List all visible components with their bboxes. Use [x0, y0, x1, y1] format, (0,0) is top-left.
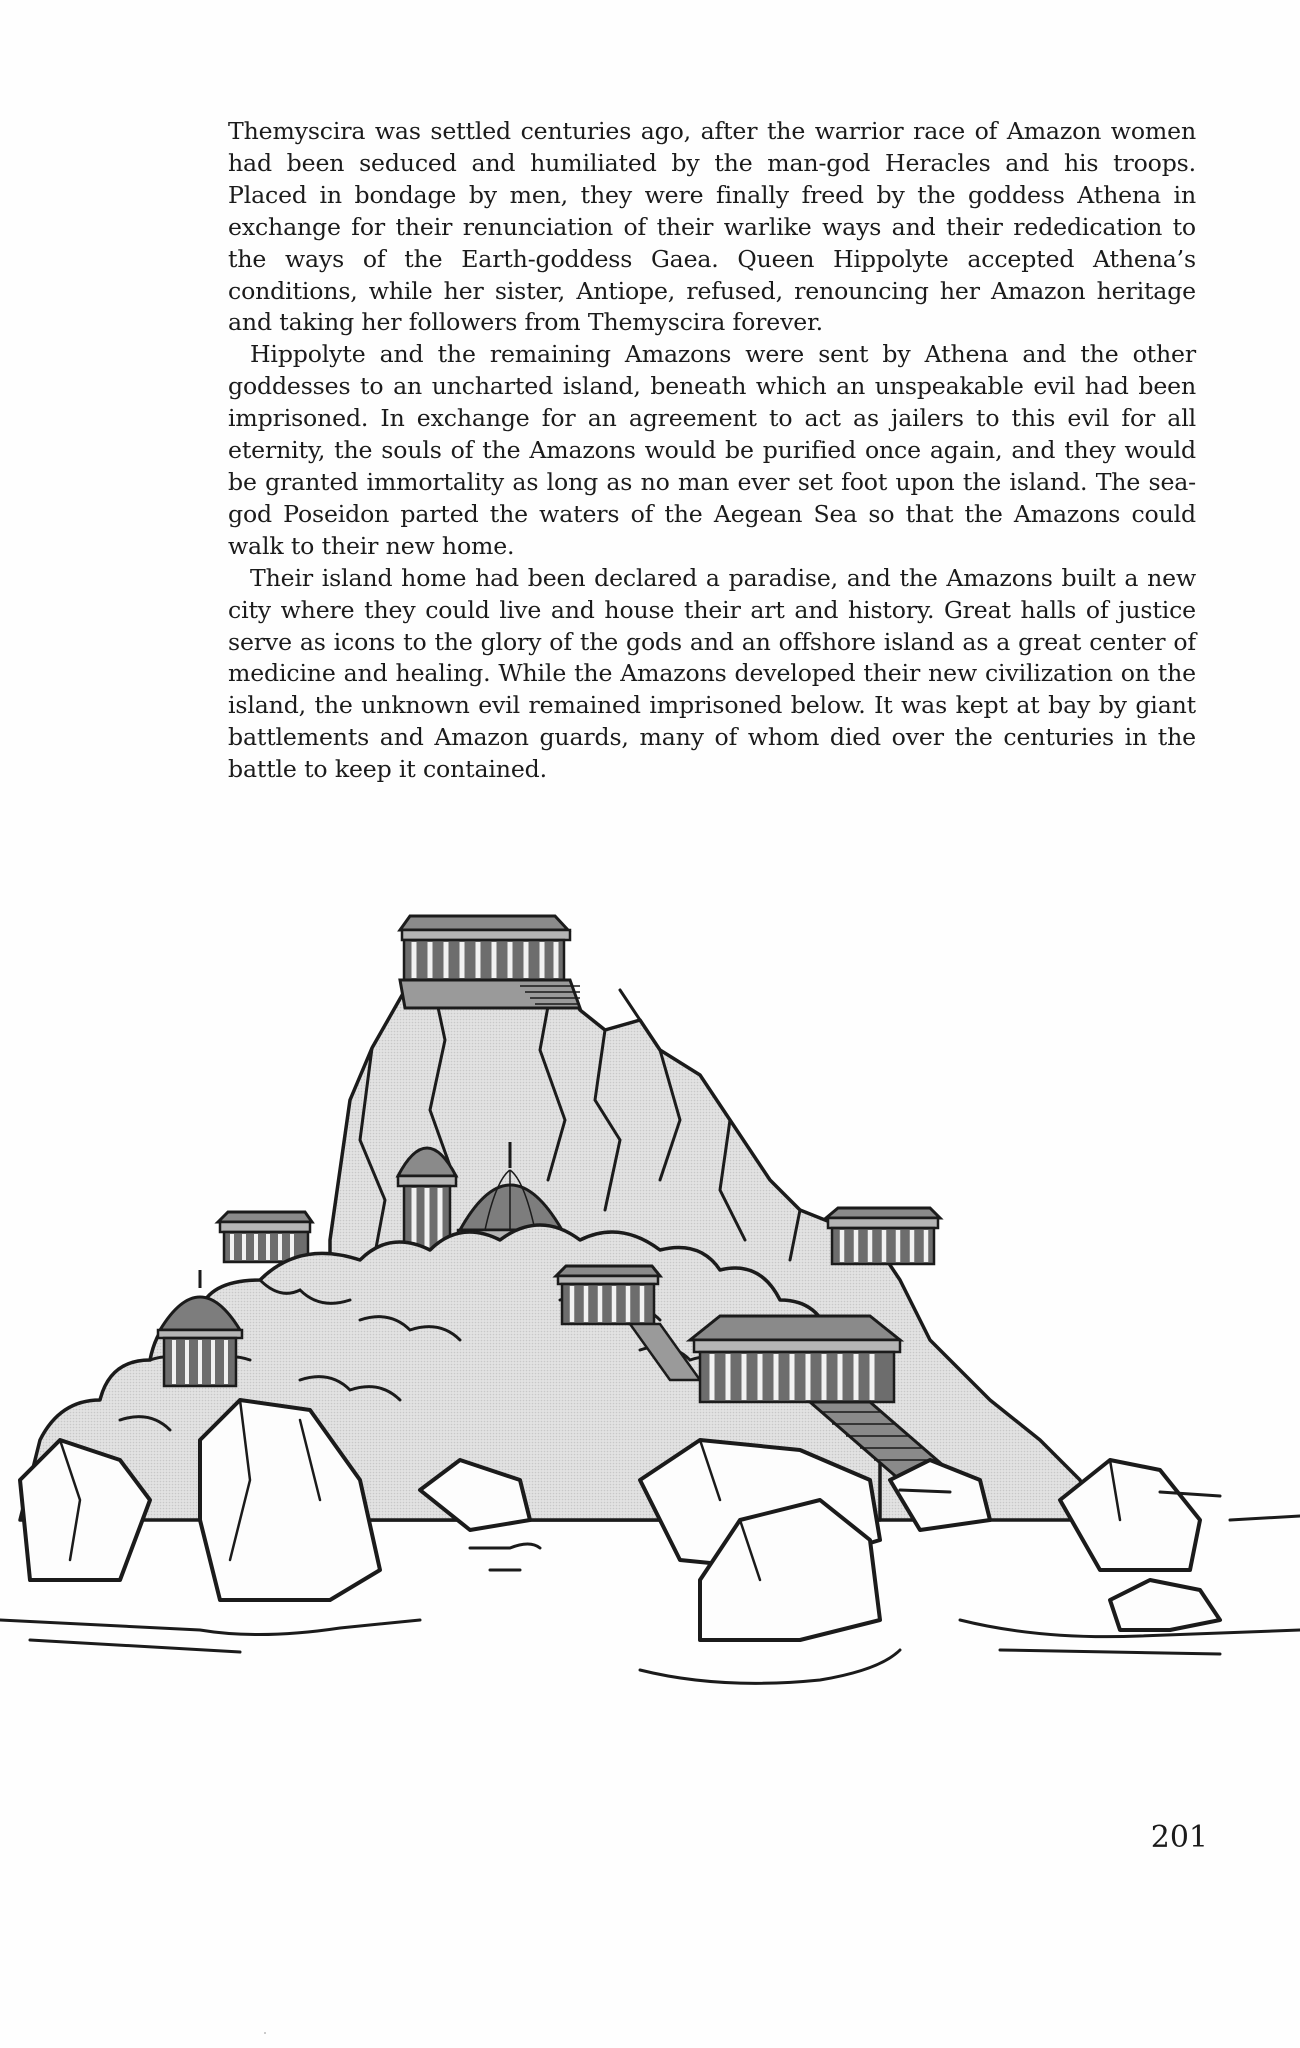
paragraph-1: Themyscira was settled centuries ago, after the warrior race of Amazon women had been seduced and humiliated by the man-god Heracles and his troops. Placed in bondage by men, they were finally freed by the goddess Athena in exchange for their renunciation of their warlike ways and their rededication to the ways of the Earth-goddess Gaea. Queen Hippolyte accepted Athena’s conditions, while her sister, Antiope, refused, renouncing her Amazon heritage and taking her followers from Themyscira forever. — [228, 117, 1196, 337]
paragraph-2: Hippolyte and the remaining Amazons were sent by Athena and the other goddesses to an uncharted island, beneath which an unspeakable evil had been imprisoned. In exchange for an agreement to act as jailers to this evil for all eternity, the souls of the Amazons would be purified once again, and they would be granted immortality as long as no man ever set foot upon the island. The sea-god Poseidon parted the waters of the Aegean Sea so that the Amazons could walk to their new home. — [228, 340, 1196, 560]
paper-speck — [264, 2032, 266, 2034]
right-temple — [826, 1208, 940, 1264]
left-temple — [218, 1212, 312, 1262]
summit-temple — [400, 916, 580, 1008]
body-text — [228, 116, 1196, 786]
page-number: 201 — [1150, 1820, 1208, 1855]
paragraph-3: Their island home had been declared a paradise, and the Amazons built a new city where they could live and house their art and history. Great halls of justice serve as icons to the glory of the gods and an offshore island as a great center of medicine and healing. While the Amazons developed their new civilization on the island, the unknown evil remained imprisoned below. It was kept at bay by giant battlements and Amazon guards, many of whom died over the centuries in the battle to keep it contained. — [228, 563, 1196, 784]
themyscira-island-illustration — [0, 880, 1300, 1720]
